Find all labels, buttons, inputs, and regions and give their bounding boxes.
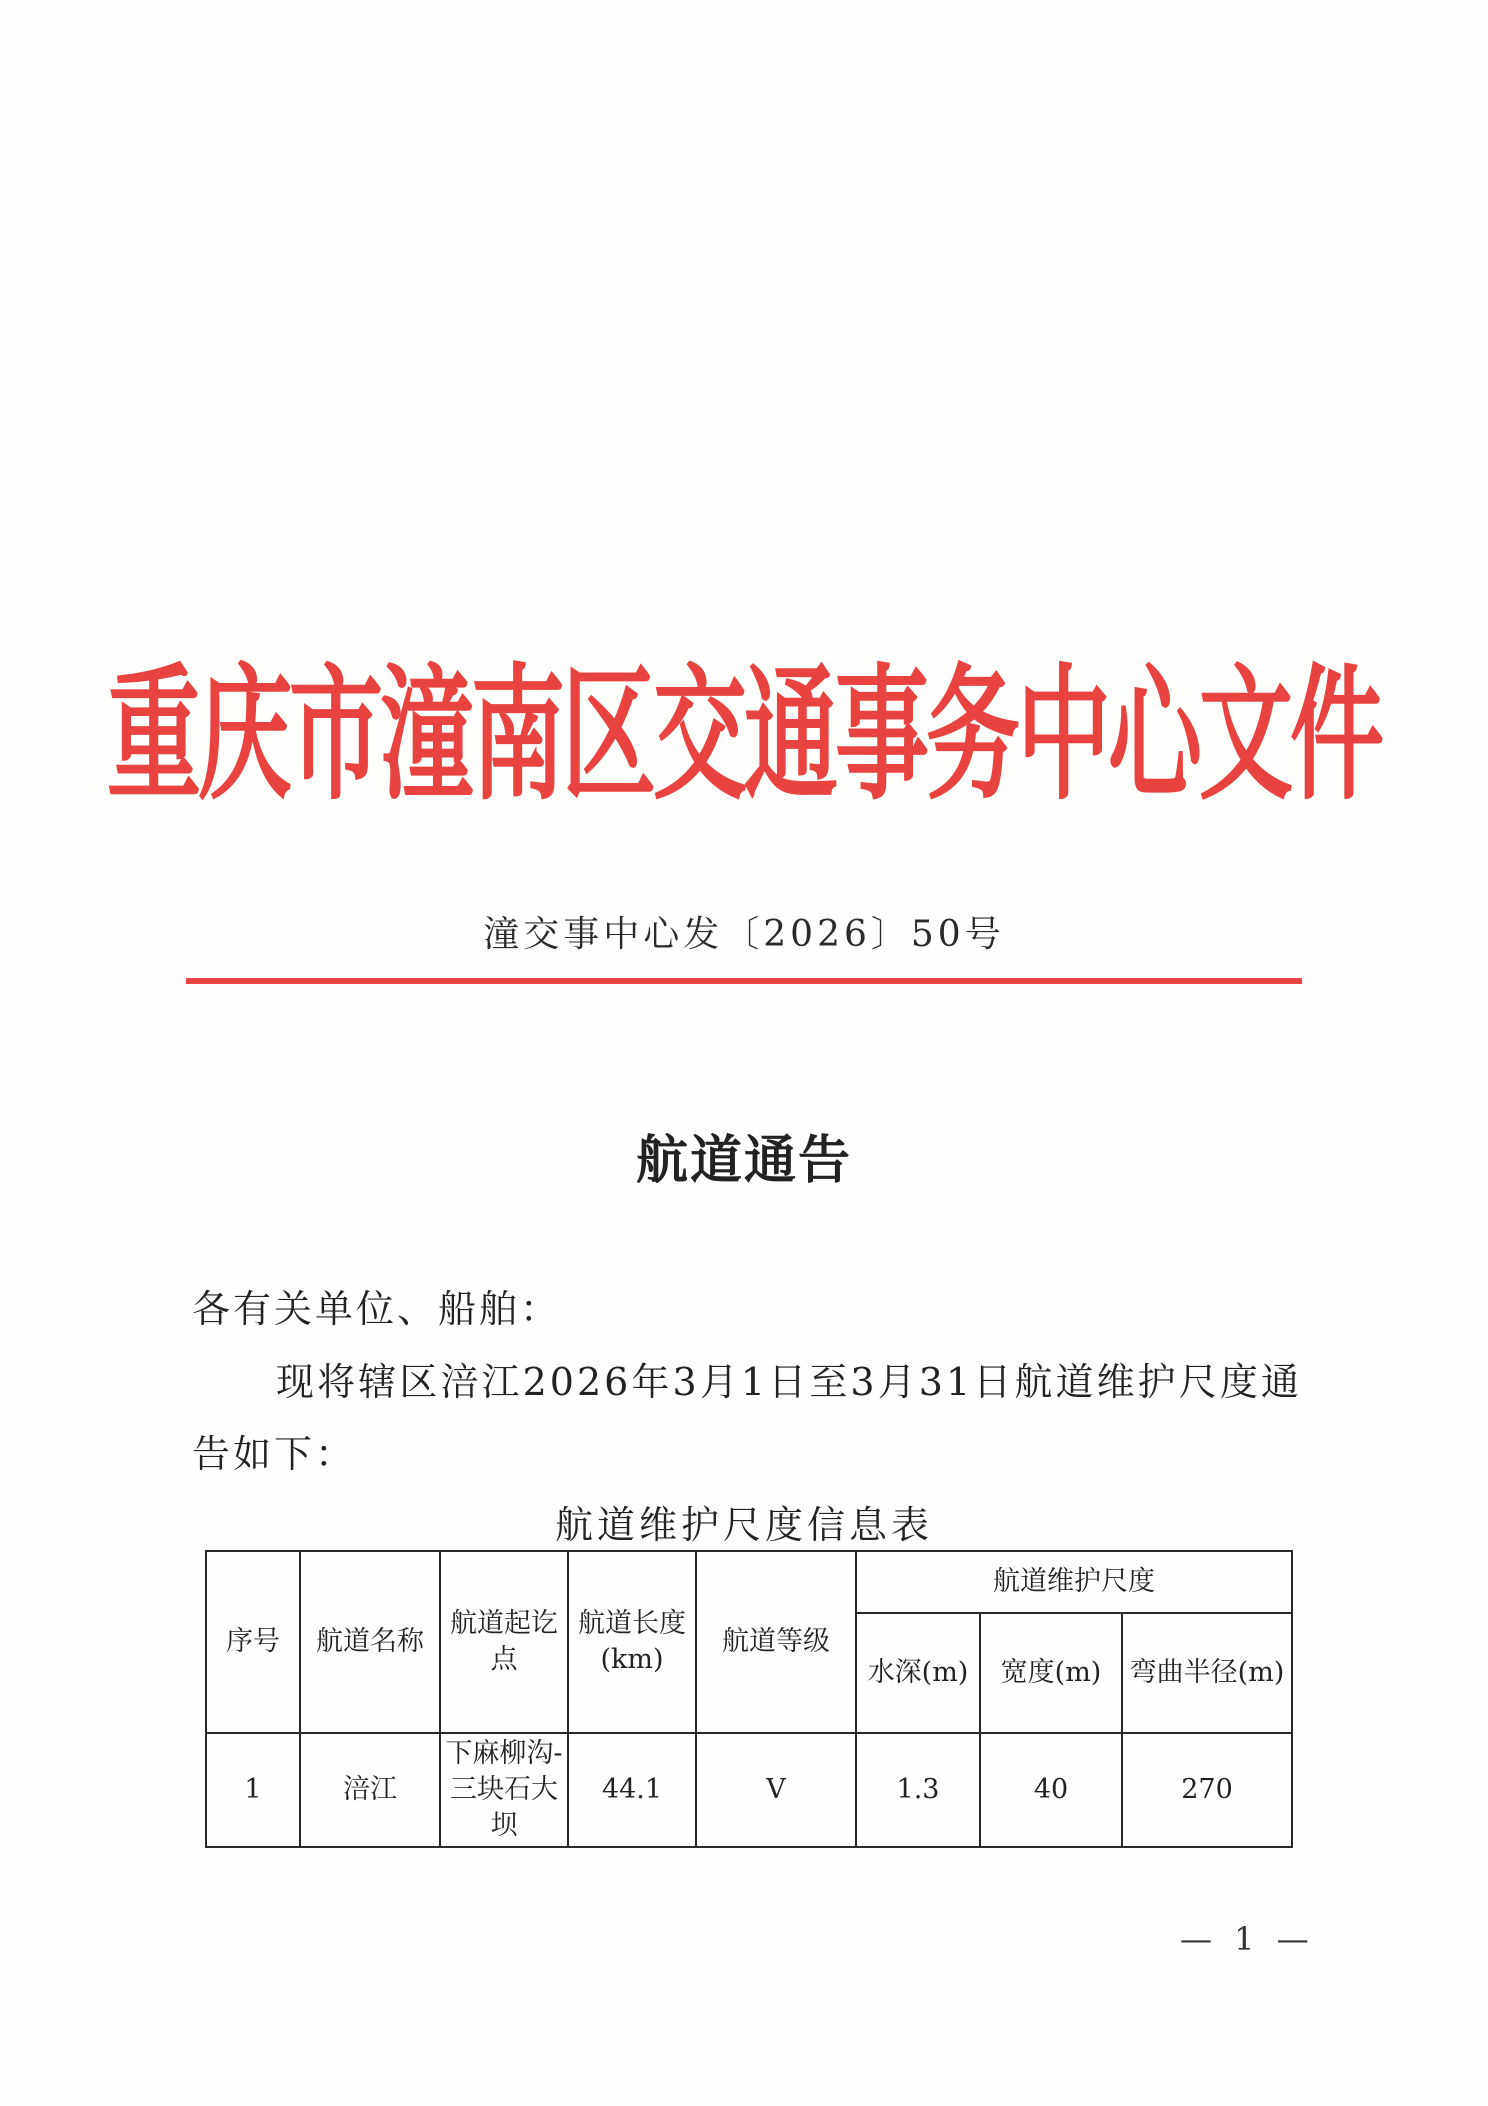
notice-title: 航道通告 <box>635 1130 852 1191</box>
header-seq: 序号 <box>206 1551 300 1733</box>
cell-channel-name: 涪江 <box>300 1733 440 1847</box>
maintenance-table <box>205 1550 1293 1848</box>
header-channel-name: 航道名称 <box>300 1551 440 1733</box>
header-maintenance-dimensions: 航道维护尺度 <box>856 1551 1292 1613</box>
header-grade: 航道等级 <box>696 1551 856 1733</box>
cell-length: 44.1 <box>568 1733 696 1847</box>
page-number: — 1 — <box>1180 1920 1315 1958</box>
notice-body: 现将辖区涪江2026年3月1日至3月31日航道维护尺度通告如下： <box>192 1360 1302 1476</box>
header-length: 航道长度(km) <box>568 1551 696 1733</box>
table-caption: 航道维护尺度信息表 <box>554 1503 933 1547</box>
header-depth: 水深(m) <box>856 1613 980 1733</box>
table-row <box>206 1733 1292 1847</box>
cell-depth: 1.3 <box>856 1733 980 1847</box>
cell-bend-radius: 270 <box>1122 1733 1292 1847</box>
agency-header-title: 重庆市潼南区交通事务中心文件 <box>106 652 1381 822</box>
cell-grade: V <box>696 1733 856 1847</box>
header-width: 宽度(m) <box>980 1613 1122 1733</box>
cell-section: 下麻柳沟-三块石大坝 <box>440 1733 568 1847</box>
cell-seq: 1 <box>206 1733 300 1847</box>
red-divider <box>186 978 1302 984</box>
document-number: 潼交事中心发〔2026〕50号 <box>483 914 1005 955</box>
header-bend-radius: 弯曲半径(m) <box>1122 1613 1292 1733</box>
salutation: 各有关单位、船舶： <box>192 1287 562 1331</box>
header-section: 航道起讫点 <box>440 1551 568 1733</box>
cell-width: 40 <box>980 1733 1122 1847</box>
